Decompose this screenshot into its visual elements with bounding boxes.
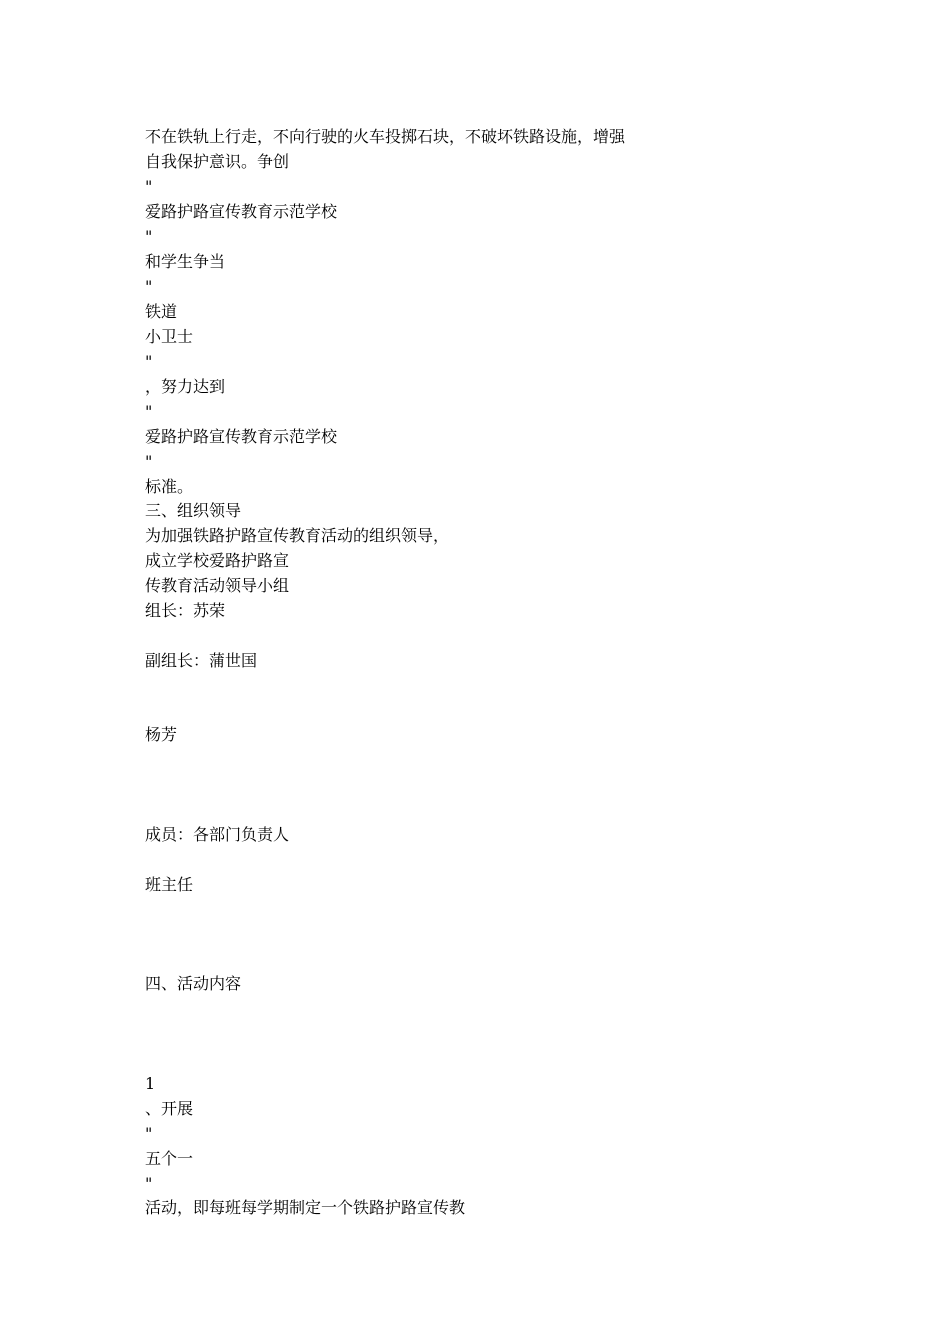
text-line: 铁道 (145, 302, 178, 321)
text-line: 和学生争当 (145, 252, 226, 271)
quote-mark: " (145, 1124, 153, 1143)
text-line: 五个一 (145, 1149, 194, 1168)
text-line: 活动，即每班每学期制定一个铁路护路宣传教 (145, 1198, 466, 1217)
text-line: 、开展 (145, 1099, 194, 1118)
text-line: 杨芳 (145, 725, 178, 744)
text-line: ，努力达到 (145, 377, 226, 396)
text-line: 副组长：蒲世国 (145, 651, 258, 670)
section-heading: 四、活动内容 (145, 974, 242, 993)
quote-mark: " (145, 227, 153, 246)
quote-mark: " (145, 452, 153, 471)
quote-mark: " (145, 177, 153, 196)
text-line: 自我保护意识。争创 (145, 152, 290, 171)
text-line: 1 (145, 1074, 156, 1093)
text-line: 成员：各部门负责人 (145, 825, 290, 844)
text-line: 爱路护路宣传教育示范学校 (145, 427, 338, 446)
section-heading: 三、组织领导 (145, 501, 242, 520)
text-line: 组长：苏荣 (145, 601, 226, 620)
text-line: 成立学校爱路护路宣 (145, 551, 290, 570)
quote-mark: " (145, 352, 153, 371)
text-line: 不在铁轨上行走，不向行驶的火车投掷石块，不破坏铁路设施，增强 (145, 127, 626, 146)
text-line: 爱路护路宣传教育示范学校 (145, 202, 338, 221)
text-line: 标准。 (145, 477, 194, 496)
quote-mark: " (145, 402, 153, 421)
text-line: 班主任 (145, 875, 194, 894)
quote-mark: " (145, 277, 153, 296)
text-line: 小卫士 (145, 327, 194, 346)
quote-mark: " (145, 1174, 153, 1193)
text-line: 为加强铁路护路宣传教育活动的组织领导， (145, 526, 450, 545)
text-line: 传教育活动领导小组 (145, 576, 290, 595)
